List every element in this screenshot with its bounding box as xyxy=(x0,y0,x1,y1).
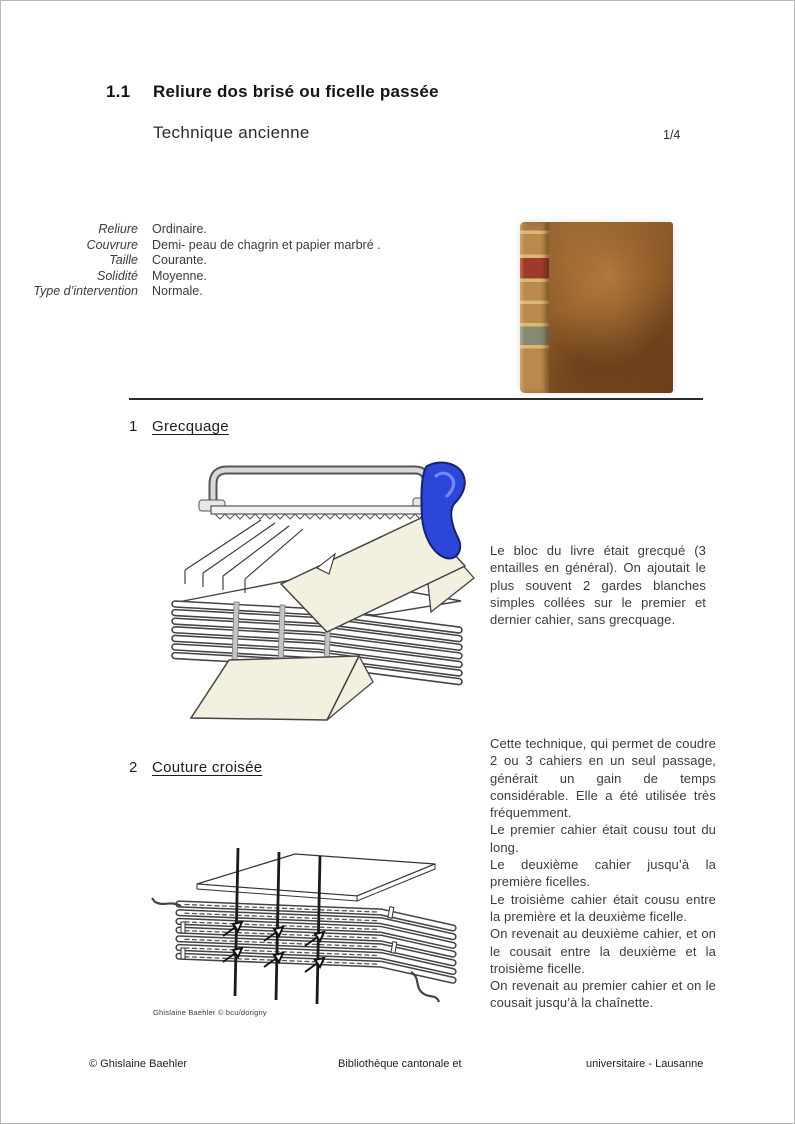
paragraph: Le deuxième cahier jusqu’à la première ficelles. xyxy=(490,857,716,890)
title-text: Reliure dos brisé ou ficelle passée xyxy=(153,82,439,101)
book-photo xyxy=(520,222,673,393)
footer-copyright: © Ghislaine Baehler xyxy=(89,1058,187,1070)
prop-label: Couvrure xyxy=(86,237,138,252)
section-heading-label: Couture croisée xyxy=(152,759,263,776)
section-number: 1.1 xyxy=(106,82,131,101)
table-row xyxy=(31,284,381,300)
prop-value: Courante. xyxy=(152,253,207,268)
page-title xyxy=(106,82,439,102)
section-heading-label: Grecquage xyxy=(152,418,229,435)
bottom-guard-sheet xyxy=(191,656,373,720)
paragraph: On revenait au deuxième cahier, et on le cousait entre la deuxième et la troisième ficelle. xyxy=(490,926,716,976)
prop-label: Type d’intervention xyxy=(33,284,138,299)
top-board xyxy=(197,854,435,901)
signatures xyxy=(179,904,453,980)
prop-value: Demi- peau de chagrin et papier marbré . xyxy=(152,237,381,252)
paragraph: Cette technique, qui permet de coudre 2 ou 3 cahiers en un seul passage, générait un gain de temps considérable. Elle a été utilisée très fréquemment. xyxy=(490,736,716,821)
page-indicator: 1/4 xyxy=(663,128,681,142)
grecquage-illustration xyxy=(169,454,479,726)
section-divider-line xyxy=(129,398,703,400)
prop-label: Taille xyxy=(109,253,138,268)
table-row xyxy=(31,238,381,254)
section-heading-couture xyxy=(129,759,262,776)
paragraph: On revenait au premier cahier et on le cousait jusqu’à la chaînette. xyxy=(490,978,716,1011)
page-subtitle: Technique ancienne xyxy=(153,123,310,142)
properties-table xyxy=(31,222,381,300)
couture-illustration xyxy=(151,844,481,1012)
section-heading-number: 1 xyxy=(129,418,138,435)
grecquage-paragraph: Le bloc du livre était grecqué (3 entailles en général). On ajoutait le plus souvent 2 gardes blanches simples collées sur le premier et dernier cahier, sans grecquage. xyxy=(490,543,706,628)
table-row xyxy=(31,269,381,285)
prop-value: Ordinaire. xyxy=(152,222,207,236)
section-heading-number: 2 xyxy=(129,759,138,776)
paragraph: Le premier cahier était cousu tout du long. xyxy=(490,822,716,855)
couture-paragraphs xyxy=(490,735,716,1012)
footer-location: universitaire - Lausanne xyxy=(586,1058,704,1070)
illustration-caption: Ghislaine Baehler © bcu/dorigny xyxy=(153,1008,267,1017)
prop-label: Solidité xyxy=(97,268,138,283)
paragraph: Le troisième cahier était cousu entre la première et la deuxième ficelle. xyxy=(490,891,716,924)
prop-label: Reliure xyxy=(98,222,138,236)
table-row xyxy=(31,253,381,269)
section-heading-grecquage xyxy=(129,418,229,435)
table-row xyxy=(31,222,381,238)
prop-value: Normale. xyxy=(152,284,203,299)
prop-value: Moyenne. xyxy=(152,268,207,283)
book-spine xyxy=(520,222,549,393)
footer-institution: Bibliothèque cantonale et xyxy=(338,1058,462,1070)
